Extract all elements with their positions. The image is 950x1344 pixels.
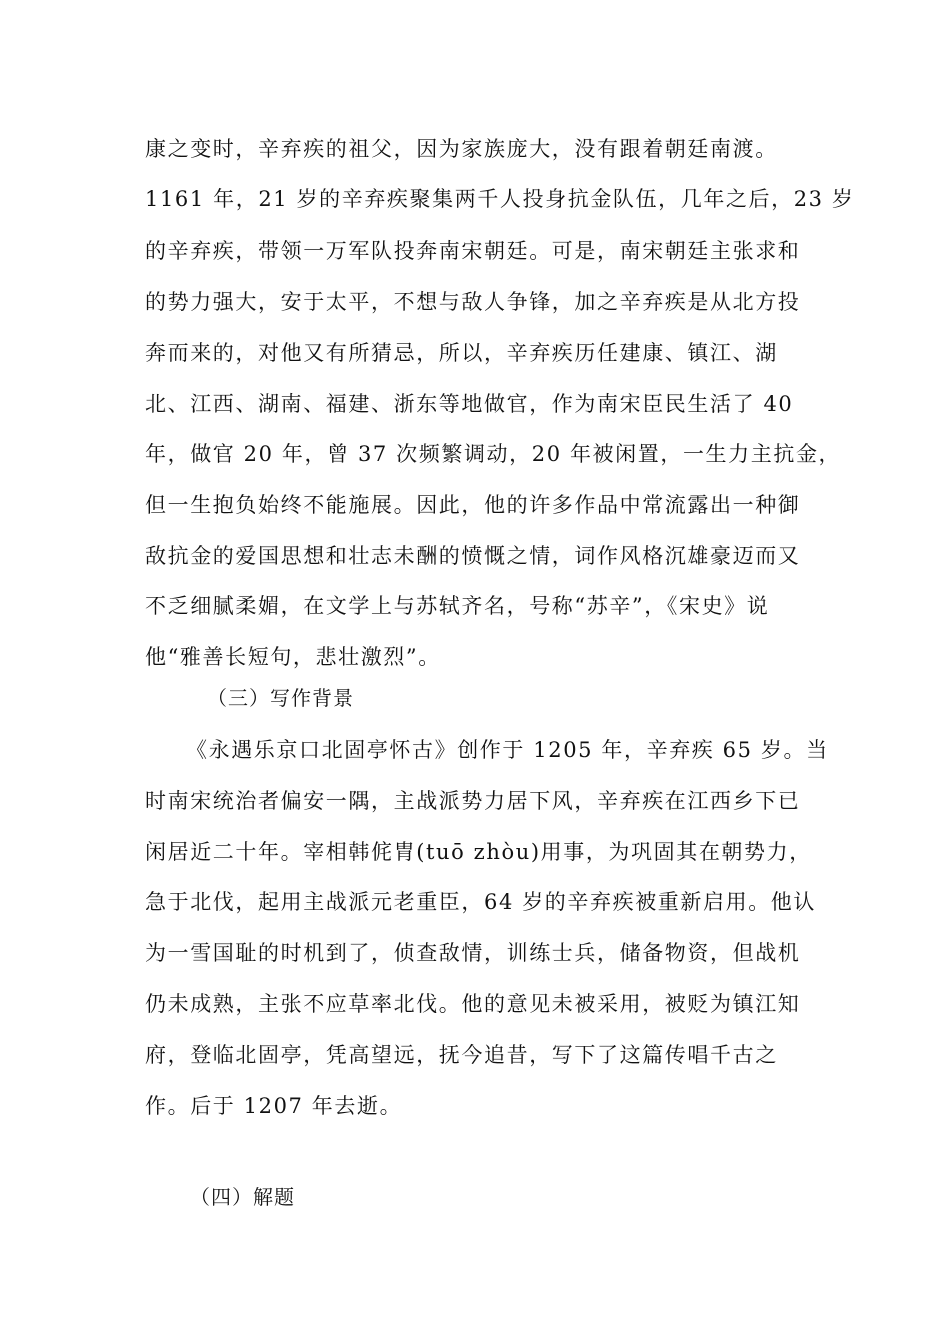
background-line-3: 闲居近二十年。宰相韩侂胄(tuō zhòu)用事，为巩固其在朝势力， [145,840,812,864]
bio-line-6: 北、江西、湖南、福建、浙东等地做官，作为南宋臣民生活了 40 [145,392,794,416]
background-line-4: 急于北伐，起用主战派元老重臣，64 岁的辛弃疾被重新启用。他认 [145,890,816,914]
bio-line-2: 1161 年，21 岁的辛弃疾聚集两千人投身抗金队伍，几年之后，23 岁 [145,187,855,211]
bio-line-7: 年，做官 20 年，曾 37 次频繁调动，20 年被闲置，一生力主抗金， [145,442,842,466]
bio-line-10: 不乏细腻柔媚，在文学上与苏轼齐名，号称“苏辛”，《宋史》说 [145,594,770,618]
section-heading-writing-background: （三）写作背景 [207,686,354,710]
background-line-6: 仍未成熟，主张不应草率北伐。他的意见未被采用，被贬为镇江知 [145,992,801,1016]
background-line-1: 《永遇乐京口北固亭怀古》创作于 1205 年，辛弃疾 65 岁。当 [186,738,829,762]
bio-line-5: 奔而来的，对他又有所猜忌，所以，辛弃疾历任建康、镇江、湖 [145,341,778,365]
background-line-2: 时南宋统治者偏安一隅，主战派势力居下风，辛弃疾在江西乡下已 [145,789,801,813]
bio-line-3: 的辛弃疾，带领一万军队投奔南宋朝廷。可是，南宋朝廷主张求和 [145,239,801,263]
background-line-7: 府，登临北固亭，凭高望远，抚今追昔，写下了这篇传唱千古之 [145,1043,778,1067]
bio-line-1: 康之变时，辛弃疾的祖父，因为家族庞大，没有跟着朝廷南渡。 [145,137,778,161]
section-heading-title-explanation: （四）解题 [190,1185,295,1209]
bio-line-9: 敌抗金的爱国思想和壮志未酬的愤慨之情，词作风格沉雄豪迈而又 [145,544,801,568]
bio-line-11: 他“雅善长短句，悲壮激烈”。 [145,645,441,669]
background-line-5: 为一雪国耻的时机到了，侦查敌情，训练士兵，储备物资，但战机 [145,941,801,965]
bio-line-4: 的势力强大，安于太平，不想与敌人争锋，加之辛弃疾是从北方投 [145,290,801,314]
background-line-8: 作。后于 1207 年去逝。 [145,1094,403,1118]
bio-line-8: 但一生抱负始终不能施展。因此，他的许多作品中常流露出一种御 [145,493,801,517]
